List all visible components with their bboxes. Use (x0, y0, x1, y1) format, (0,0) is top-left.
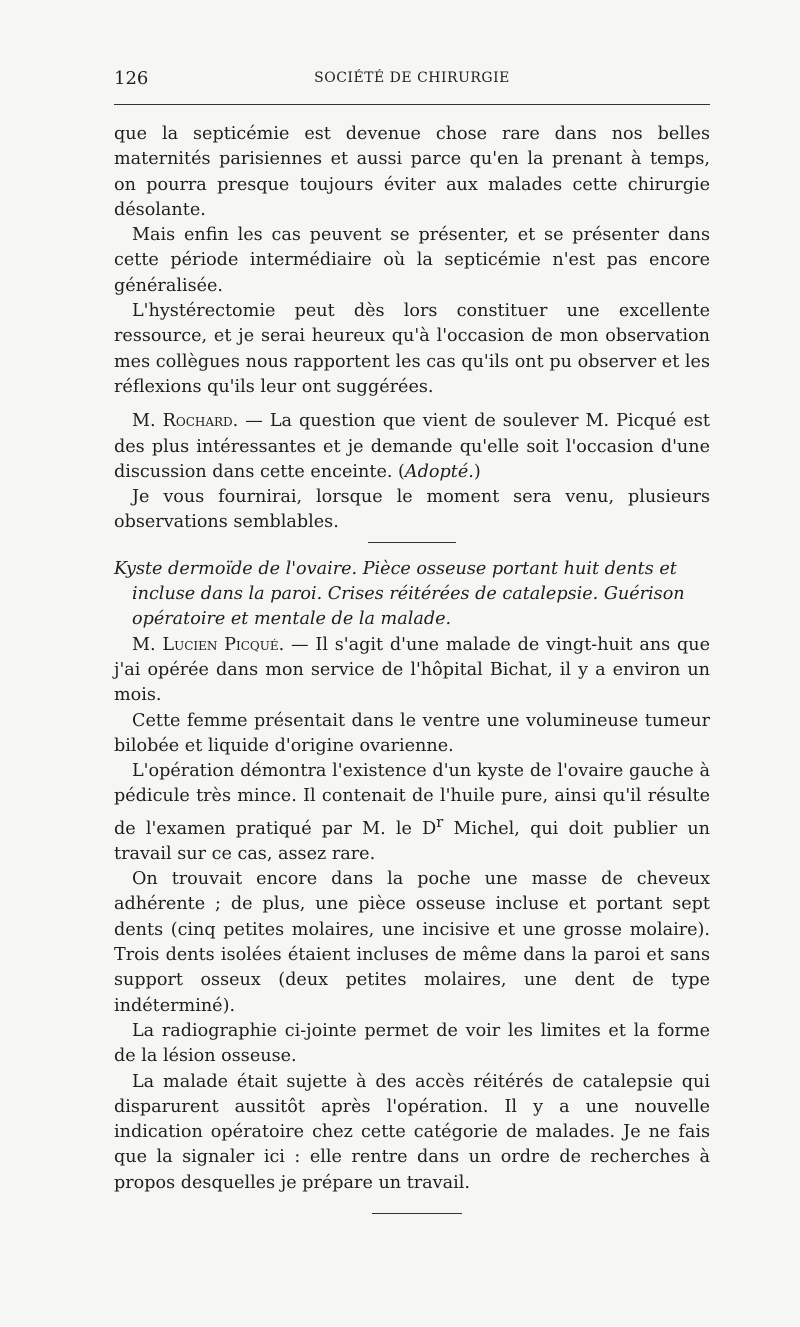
speaker-name: M. Lucien Picqué. (132, 634, 285, 655)
running-title: SOCIÉTÉ DE CHIRURGIE (314, 70, 510, 86)
paragraph-picque: M. Lucien Picqué. — Il s'agit d'une malade de vingt-huit ans que j'ai opérée dans mon service de l'hôpital Bichat, il y a environ un mois. (114, 634, 710, 706)
adopted-note: Adopté. (404, 461, 474, 482)
page-number: 126 (114, 68, 149, 89)
paragraph: La radiographie ci-jointe permet de voir les limites et la forme de la lésion osseuse. (114, 1020, 710, 1067)
header-rule (114, 104, 710, 105)
paragraph: L'opération démontra l'existence d'un kyste de l'ovaire gauche à pédicule très mince. Il contenait de l'huile pure, ainsi qu'il résulte de l'examen pratiqué par M. le $D^r$ Michel, qui doit publier un travail sur ce cas, assez rare. (114, 761, 710, 864)
paragraph: Mais enfin les cas peuvent se présenter, et se présenter dans cette période intermédiaire où la septicémie n'est pas encore généralisée. (114, 225, 710, 296)
paragraph: On trouvait encore dans la poche une masse de cheveux adhérente ; de plus, une pièce osseuse incluse et portant sept dents (cinq petites molaires, une incisive et une grosse molaire). Trois dents isolées étaient incluses de même dans la paroi et sans support osseux (deux petites molaires, une dent de type indéterminé). (114, 869, 710, 1016)
paragraph: Je vous fournirai, lorsque le moment sera venu, plusieurs observations semblables. (114, 487, 710, 533)
page-body (114, 122, 710, 1196)
speaker-name: M. Rochard. (132, 411, 239, 432)
paragraph: L'hystérectomie peut dès lors constituer une excellente ressource, et je serai heureux qu'à l'occasion de mon observation mes collègues nous rapportent les cas qu'ils ont pu observer et les réflexions qu'ils leur ont suggérées. (114, 301, 710, 397)
section-separator (368, 542, 456, 543)
section-title: Kyste dermoïde de l'ovaire. Pièce osseuse portant huit dents et incluse dans la paroi. Crises réitérées de catalepsie. Guérison opératoire et mentale de la malade. (114, 558, 685, 630)
end-rule (372, 1213, 462, 1214)
paragraph: La malade était sujette à des accès réitérés de catalepsie qui disparurent aussitôt après l'opération. Il y a une nouvelle indication opératoire chez cette catégorie de malades. Je ne fais que la signaler ici : elle rentre dans un ordre de recherches à propos desquelles je prépare un travail. (114, 1071, 710, 1193)
paragraph-rochard: M. Rochard. — La question que vient de soulever M. Picqué est des plus intéressantes et je demande qu'elle soit l'occasion d'une discussion dans cette enceinte. (Adopté.) (114, 411, 710, 482)
paragraph: Cette femme présentait dans le ventre une volumineuse tumeur bilobée et liquide d'origine ovarienne. (114, 710, 710, 756)
paragraph-continued: que la septicémie est devenue chose rare dans nos belles maternités parisiennes et aussi parce qu'en la prenant à temps, on pourra presque toujours éviter aux malades cette chirurgie désolante. (114, 124, 710, 220)
page-header (114, 68, 710, 92)
